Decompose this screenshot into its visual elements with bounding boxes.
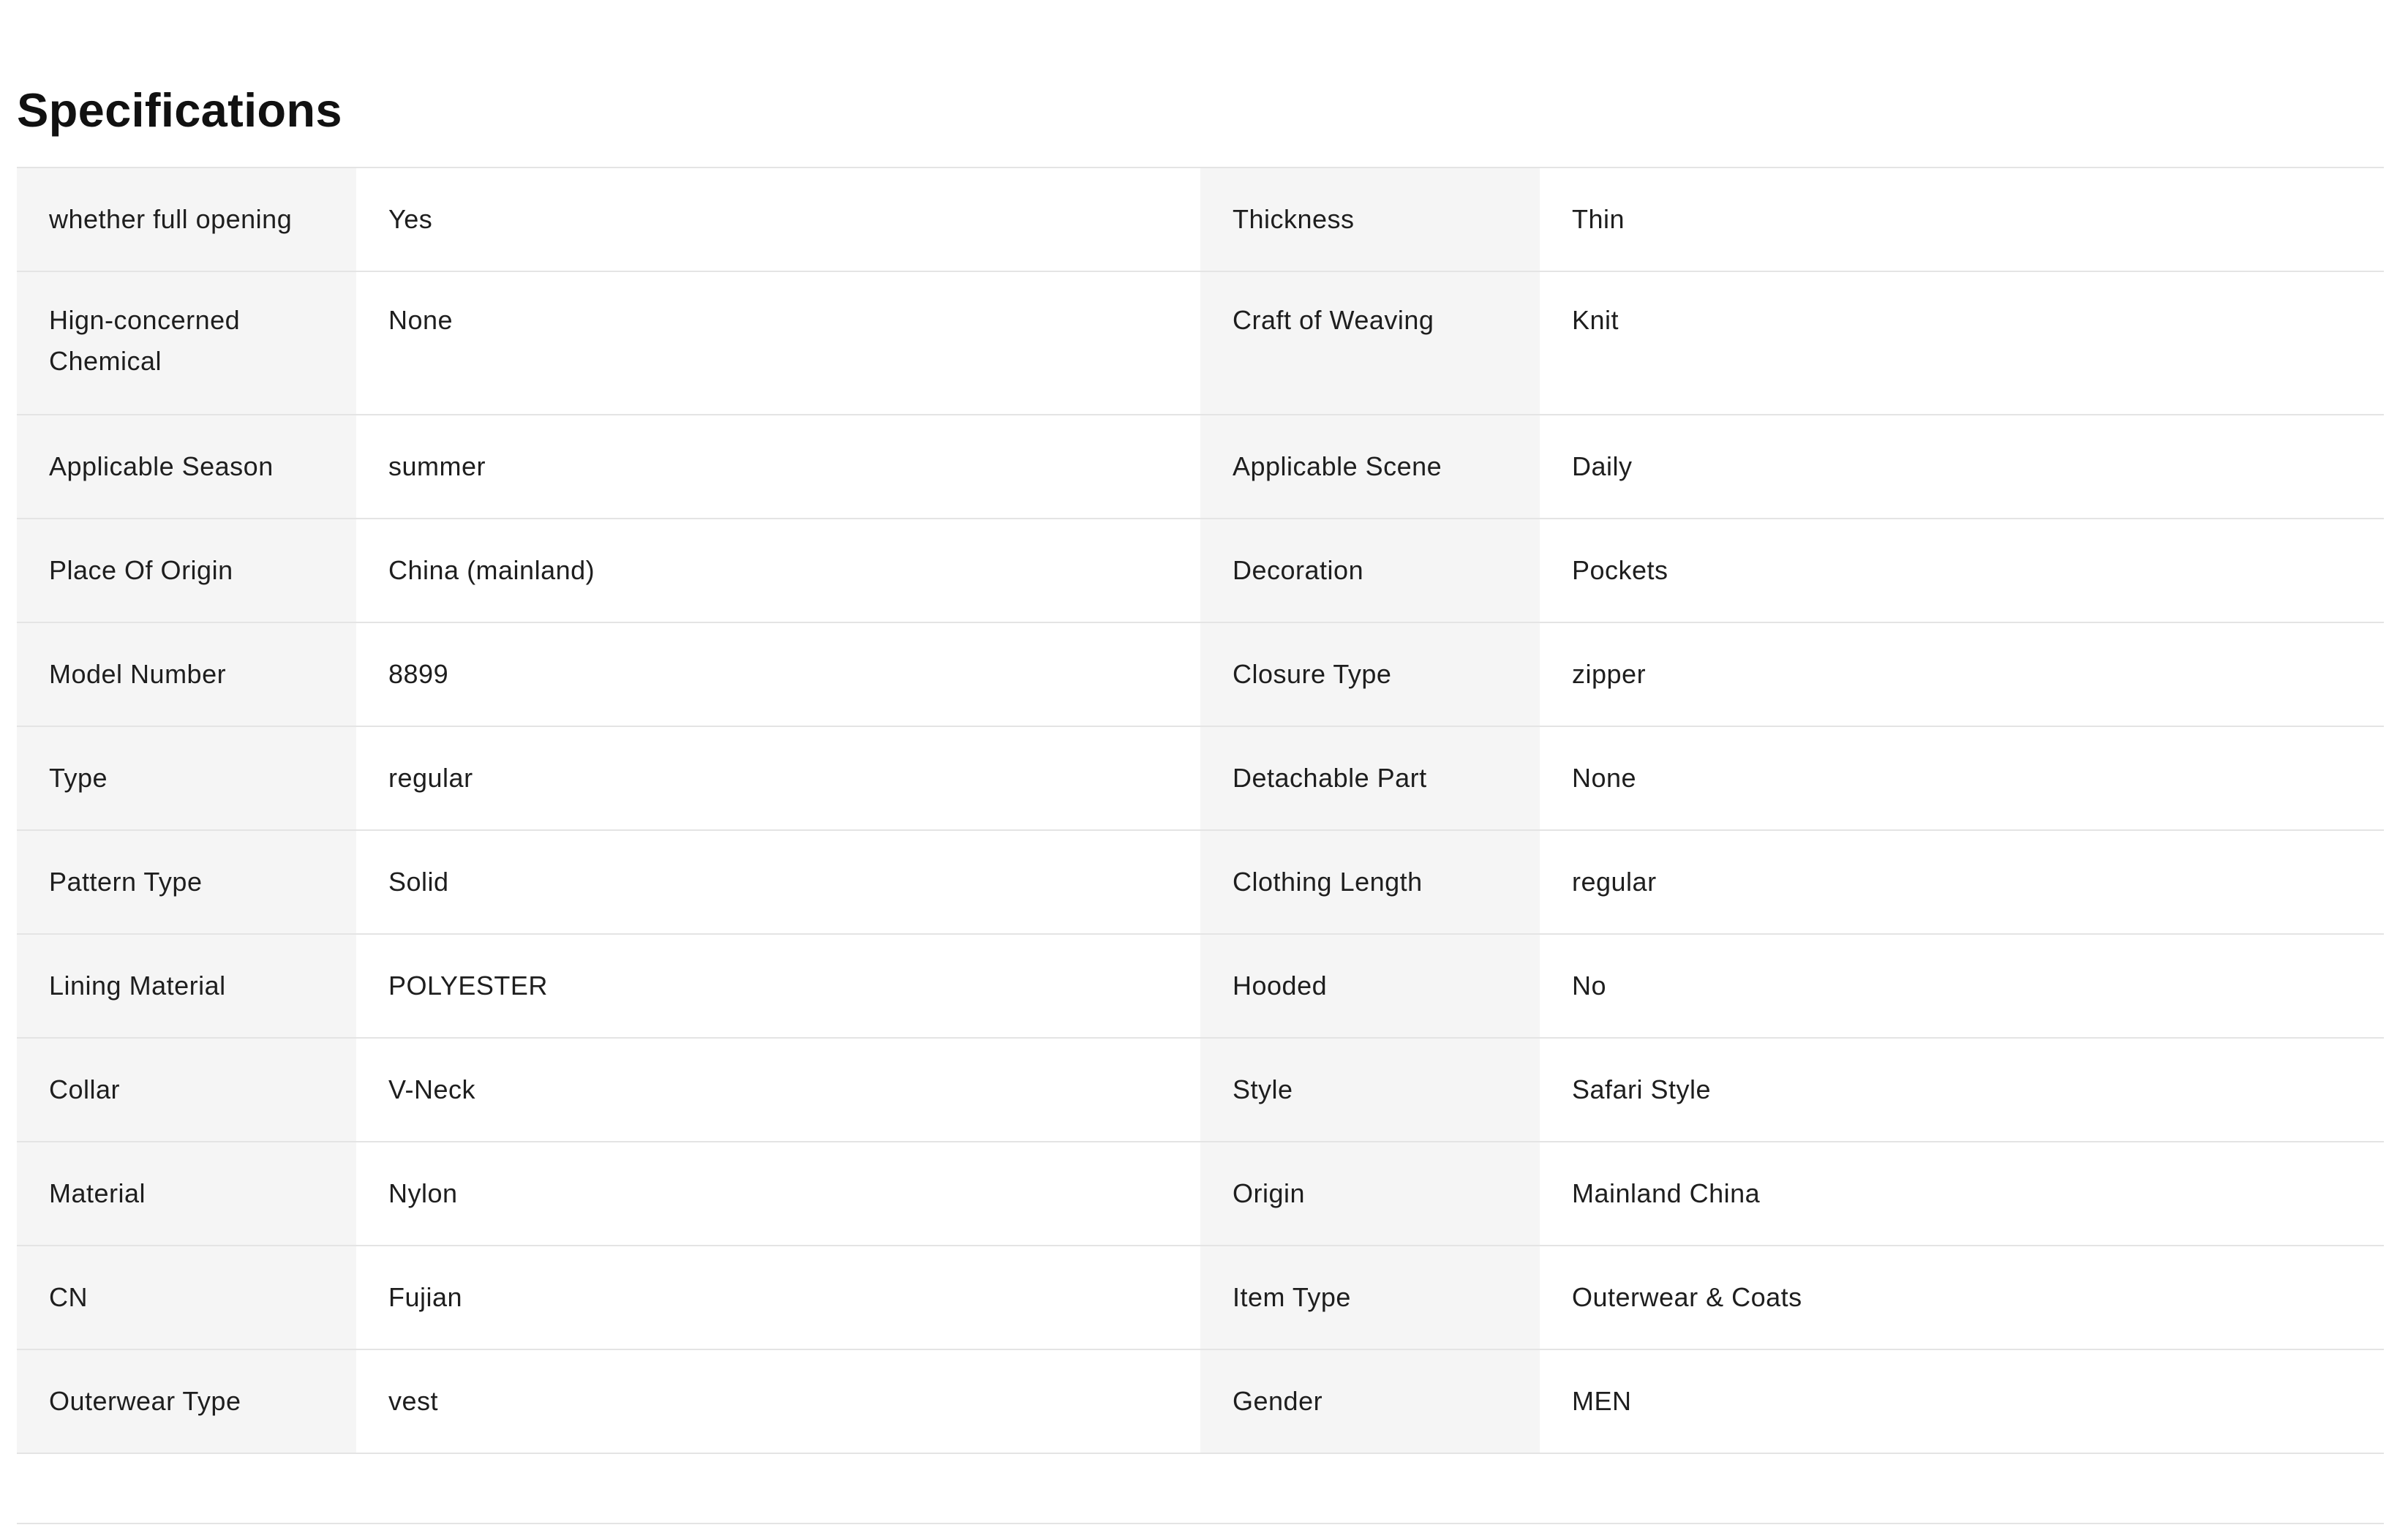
spec-label-decoration: Decoration (1200, 519, 1540, 622)
spec-label-craft-of-weaving: Craft of Weaving (1200, 271, 1540, 415)
specifications-table (17, 167, 2384, 1454)
spec-value-detachable-part: None (1540, 726, 2384, 830)
spec-value-clothing-length: regular (1540, 830, 2384, 934)
table-row (17, 622, 2384, 726)
spec-value-craft-of-weaving: Knit (1540, 271, 2384, 415)
spec-value-place-of-origin: China (mainland) (356, 519, 1200, 622)
spec-label-collar: Collar (17, 1038, 356, 1142)
table-row (17, 1349, 2384, 1453)
spec-label-item-type: Item Type (1200, 1246, 1540, 1349)
table-row (17, 271, 2384, 415)
spec-label-style: Style (1200, 1038, 1540, 1142)
section-divider (17, 1523, 2384, 1524)
spec-value-item-type: Outerwear & Coats (1540, 1246, 2384, 1349)
spec-label-origin: Origin (1200, 1142, 1540, 1246)
spec-label-place-of-origin: Place Of Origin (17, 519, 356, 622)
spec-value-material: Nylon (356, 1142, 1200, 1246)
spec-label-pattern-type: Pattern Type (17, 830, 356, 934)
spec-value-collar: V-Neck (356, 1038, 1200, 1142)
spec-value-outerwear-type: vest (356, 1349, 1200, 1453)
section-title: Specifications (17, 83, 342, 137)
spec-value-decoration: Pockets (1540, 519, 2384, 622)
spec-value-style: Safari Style (1540, 1038, 2384, 1142)
table-row (17, 830, 2384, 934)
spec-value-pattern-type: Solid (356, 830, 1200, 934)
spec-label-cn: CN (17, 1246, 356, 1349)
spec-label-lining-material: Lining Material (17, 934, 356, 1038)
table-row (17, 167, 2384, 271)
table-row (17, 934, 2384, 1038)
spec-value-applicable-season: summer (356, 415, 1200, 519)
spec-label-applicable-scene: Applicable Scene (1200, 415, 1540, 519)
spec-value-closure-type: zipper (1540, 622, 2384, 726)
table-row (17, 726, 2384, 830)
spec-label-clothing-length: Clothing Length (1200, 830, 1540, 934)
spec-label-whether-full-opening: whether full opening (17, 167, 356, 271)
spec-label-detachable-part: Detachable Part (1200, 726, 1540, 830)
spec-value-whether-full-opening: Yes (356, 167, 1200, 271)
spec-label-applicable-season: Applicable Season (17, 415, 356, 519)
spec-label-outerwear-type: Outerwear Type (17, 1349, 356, 1453)
spec-value-applicable-scene: Daily (1540, 415, 2384, 519)
spec-value-cn: Fujian (356, 1246, 1200, 1349)
table-row (17, 1038, 2384, 1142)
spec-value-gender: MEN (1540, 1349, 2384, 1453)
spec-label-model-number: Model Number (17, 622, 356, 726)
spec-value-thickness: Thin (1540, 167, 2384, 271)
spec-label-closure-type: Closure Type (1200, 622, 1540, 726)
spec-label-material: Material (17, 1142, 356, 1246)
table-row (17, 1246, 2384, 1349)
spec-label-high-concerned-chemical: Hign-concerned Chemical (17, 271, 356, 415)
spec-label-type: Type (17, 726, 356, 830)
spec-value-type: regular (356, 726, 1200, 830)
spec-label-gender: Gender (1200, 1349, 1540, 1453)
spec-label-thickness: Thickness (1200, 167, 1540, 271)
spec-value-high-concerned-chemical: None (356, 271, 1200, 415)
spec-label-hooded: Hooded (1200, 934, 1540, 1038)
table-row (17, 415, 2384, 519)
spec-value-origin: Mainland China (1540, 1142, 2384, 1246)
spec-value-model-number: 8899 (356, 622, 1200, 726)
spec-value-hooded: No (1540, 934, 2384, 1038)
table-row (17, 519, 2384, 622)
table-row (17, 1142, 2384, 1246)
spec-value-lining-material: POLYESTER (356, 934, 1200, 1038)
